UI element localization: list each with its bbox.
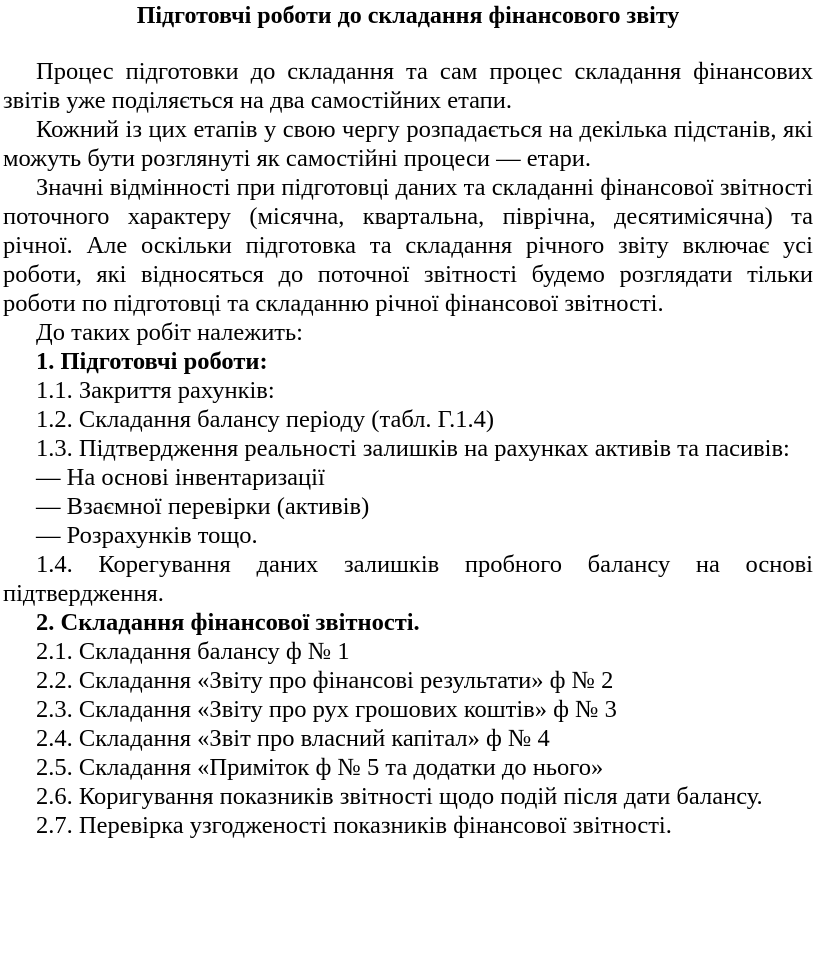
list-item-2-3: 2.3. Складання «Звіту про рух грошових коштів» ф № 3 [36,696,617,723]
document-title: Підготовчі роботи до складання фінансового звіту [136,3,680,29]
section-2-heading: 2. Складання фінансової звітності. [36,609,420,636]
list-item-2-6: 2.6. Коригування показників звітності щодо подій після дати балансу. [36,783,763,810]
list-item-2-1: 2.1. Складання балансу ф № 1 [36,638,350,665]
list-item-1-4: 1.4. Корегування даних залишків пробного балансу на основі підтвердження. [3,551,813,607]
dash-item-mutual-check: — Взаємної перевірки (активів) [36,493,370,520]
paragraph-stages: Кожний із цих етапів у свою чергу розпадається на декілька підстанів, які можуть бути розглянуті як самостійні процеси — етари. [3,116,813,172]
list-item-1-1: 1.1. Закриття рахунків: [36,377,275,404]
list-item-2-7: 2.7. Перевірка узгодженості показників фінансової звітності. [36,812,672,839]
title-spacer [3,31,813,57]
paragraph-intro: Процес підготовки до складання та сам процес складання фінансових звітів уже поділяється на два самостійних етапи. [3,58,813,114]
section-1-heading: 1. Підготовчі роботи: [36,348,268,375]
dash-item-inventory: — На основі інвентаризації [36,464,325,491]
paragraph-works-list-intro: До таких робіт належить: [36,319,303,346]
list-item-2-4: 2.4. Складання «Звіт про власний капітал» ф № 4 [36,725,550,752]
list-item-2-2: 2.2. Складання «Звіту про фінансові результати» ф № 2 [36,667,614,694]
dash-item-calculations: — Розрахунків тощо. [36,522,258,549]
list-item-2-5: 2.5. Складання «Приміток ф № 5 та додатки до нього» [36,754,604,781]
list-item-1-3: 1.3. Підтвердження реальності залишків на рахунках активів та пасивів: [36,435,790,462]
list-item-1-2: 1.2. Складання балансу періоду (табл. Г.1.4) [36,406,494,433]
paragraph-differences: Значні відмінності при підготовці даних та складанні фінансової звітності поточного характеру (місячна, квартальна, піврічна, десятимісячна) та річної. Але оскільки підготовка та складання річного звіту включає усі роботи, які відносяться до поточної звітності будемо розглядати тільки роботи по підготовці та складанню річної фінансової звітності. [3,174,813,317]
